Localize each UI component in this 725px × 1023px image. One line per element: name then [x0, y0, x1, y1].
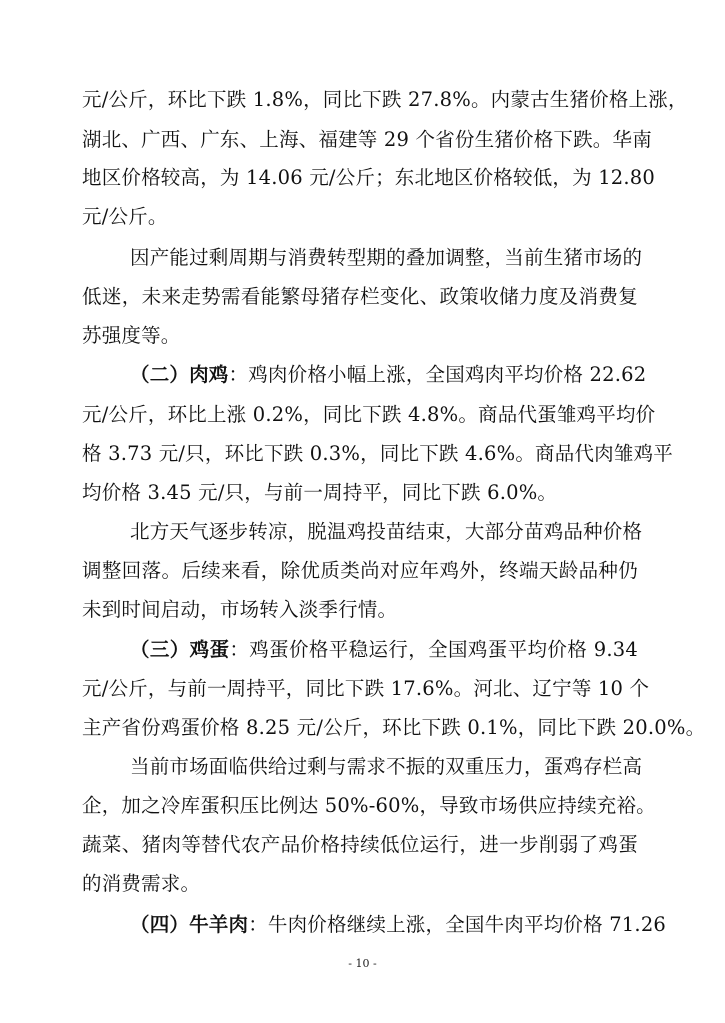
text-line: 地区价格较高，为 14.06 元/公斤；东北地区价格较低，为 12.80: [82, 166, 656, 189]
text-line: 低迷，未来走势需看能繁母猪存栏变化、政策收储力度及消费复: [82, 285, 638, 308]
section-text: ：牛肉价格继续上涨，全国牛肉平均价格 71.26: [248, 913, 667, 936]
text-line: 北方天气逐步转凉，脱温鸡投苗结束，大部分苗鸡品种价格: [130, 520, 643, 543]
section-heading-line: [130, 361, 647, 389]
text-line: 元/公斤，环比下跌 1.8%，同比下跌 27.8%。内蒙古生猪价格上涨，: [82, 88, 688, 111]
text-line: 因产能过剩周期与消费转型期的叠加调整，当前生猪市场的: [130, 246, 643, 269]
text-line: 当前市场面临供给过剩与需求不振的双重压力，蛋鸡存栏高: [130, 755, 643, 778]
section-text: ：鸡肉价格小幅上涨，全国鸡肉平均价格 22.62: [228, 363, 647, 386]
text-line: 蔬菜、猪肉等替代农产品价格持续低位运行，进一步削弱了鸡蛋: [82, 833, 638, 856]
text-line: 元/公斤。: [82, 205, 168, 228]
page-number: - 10 -: [348, 957, 377, 970]
section-heading-line: [130, 911, 667, 939]
text-line: 未到时间启动，市场转入淡季行情。: [82, 598, 398, 621]
text-line: 企，加之冷库蛋积压比例达 50%-60%，导致市场供应持续充裕。: [82, 794, 656, 817]
text-line: 的消费需求。: [82, 872, 201, 895]
text-line: 均价格 3.45 元/只，与前一周持平，同比下跌 6.0%。: [82, 481, 558, 504]
text-line: 元/公斤，环比上涨 0.2%，同比下跌 4.8%。商品代蛋雏鸡平均价: [82, 403, 656, 426]
section-text: ：鸡蛋价格平稳运行，全国鸡蛋平均价格 9.34: [229, 638, 638, 661]
text-line: 苏强度等。: [82, 324, 181, 347]
section-heading-chicken: （二）肉鸡: [130, 363, 229, 386]
text-line: 主产省份鸡蛋价格 8.25 元/公斤，环比下跌 0.1%，同比下跌 20.0%。: [82, 716, 706, 739]
text-line: 湖北、广西、广东、上海、福建等 29 个省份生猪价格下跌。华南: [82, 128, 652, 151]
text-line: 调整回落。后续来看，除优质类尚对应年鸡外，终端天龄品种仍: [82, 559, 638, 582]
text-line: 格 3.73 元/只，环比下跌 0.3%，同比下跌 4.6%。商品代肉雏鸡平: [82, 442, 673, 465]
section-heading-egg: （三）鸡蛋: [130, 638, 230, 661]
section-heading-line: [130, 636, 638, 664]
text-line: 元/公斤，与前一周持平，同比下跌 17.6%。河北、辽宁等 10 个: [82, 677, 650, 700]
section-heading-beef: （四）牛羊肉: [130, 913, 249, 936]
